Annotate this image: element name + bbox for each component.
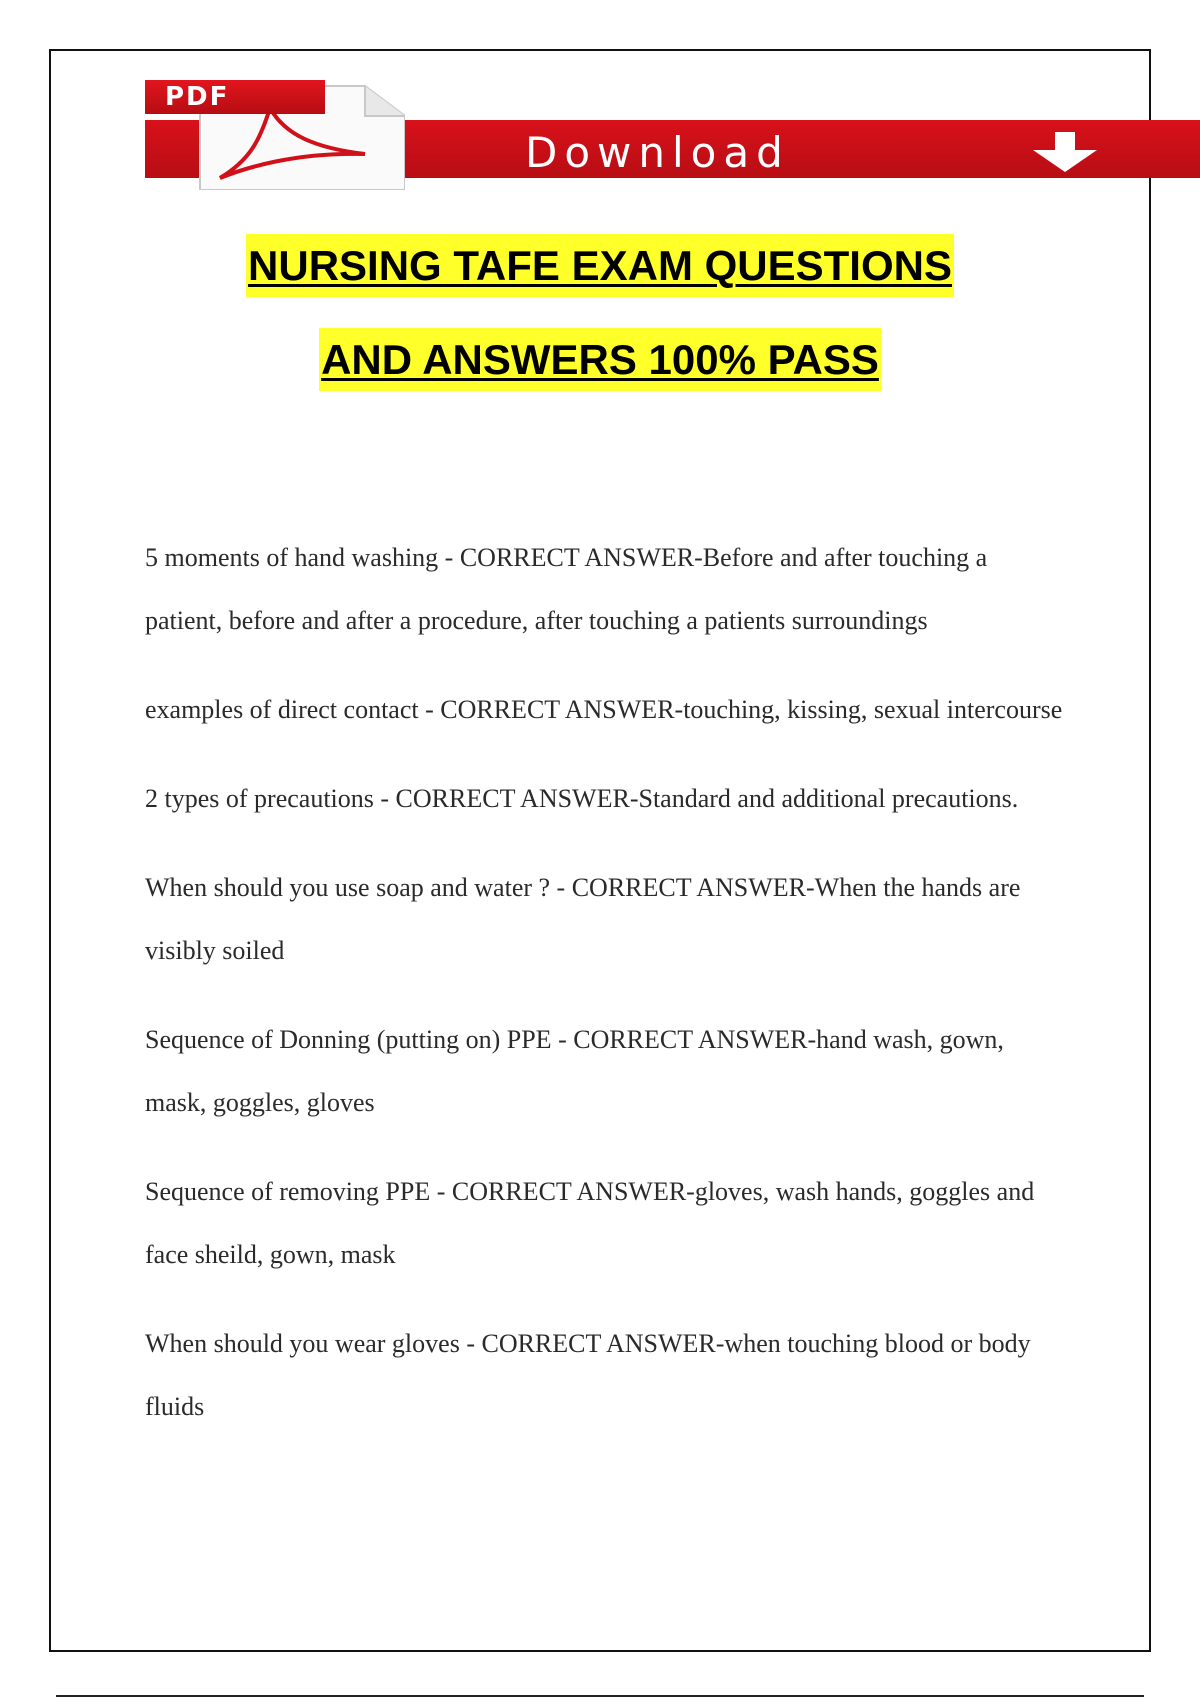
title-line-2: [0, 336, 1200, 384]
title-line-1: [0, 242, 1200, 290]
download-label[interactable]: Download: [525, 128, 790, 177]
qa-item: Sequence of Donning (putting on) PPE - CORRECT ANSWER-hand wash, gown, mask, goggles, gloves: [145, 1025, 1004, 1117]
qa-item: examples of direct contact - CORRECT ANSWER-touching, kissing, sexual intercourse: [145, 695, 1063, 724]
title-text-2: AND ANSWERS 100% PASS: [319, 328, 881, 391]
download-banner[interactable]: [145, 80, 1200, 200]
qa-item: When should you use soap and water ? - CORRECT ANSWER-When the hands are visibly soiled: [145, 873, 1021, 965]
qa-item: 2 types of precautions - CORRECT ANSWER-Standard and additional precautions.: [145, 784, 1019, 813]
qa-list: [145, 500, 1065, 1454]
bottom-rule: [56, 1695, 1144, 1697]
qa-item: When should you wear gloves - CORRECT ANSWER-when touching blood or body fluids: [145, 1329, 1031, 1421]
pdf-label: PDF: [145, 80, 325, 114]
title-text-1: NURSING TAFE EXAM QUESTIONS: [246, 234, 954, 297]
qa-item: 5 moments of hand washing - CORRECT ANSWER-Before and after touching a patient, before and after a procedure, after touching a patients surroundings: [145, 543, 988, 635]
down-arrow-icon[interactable]: [1025, 130, 1105, 174]
qa-item: Sequence of removing PPE - CORRECT ANSWER-gloves, wash hands, goggles and face sheild, gown, mask: [145, 1177, 1035, 1269]
